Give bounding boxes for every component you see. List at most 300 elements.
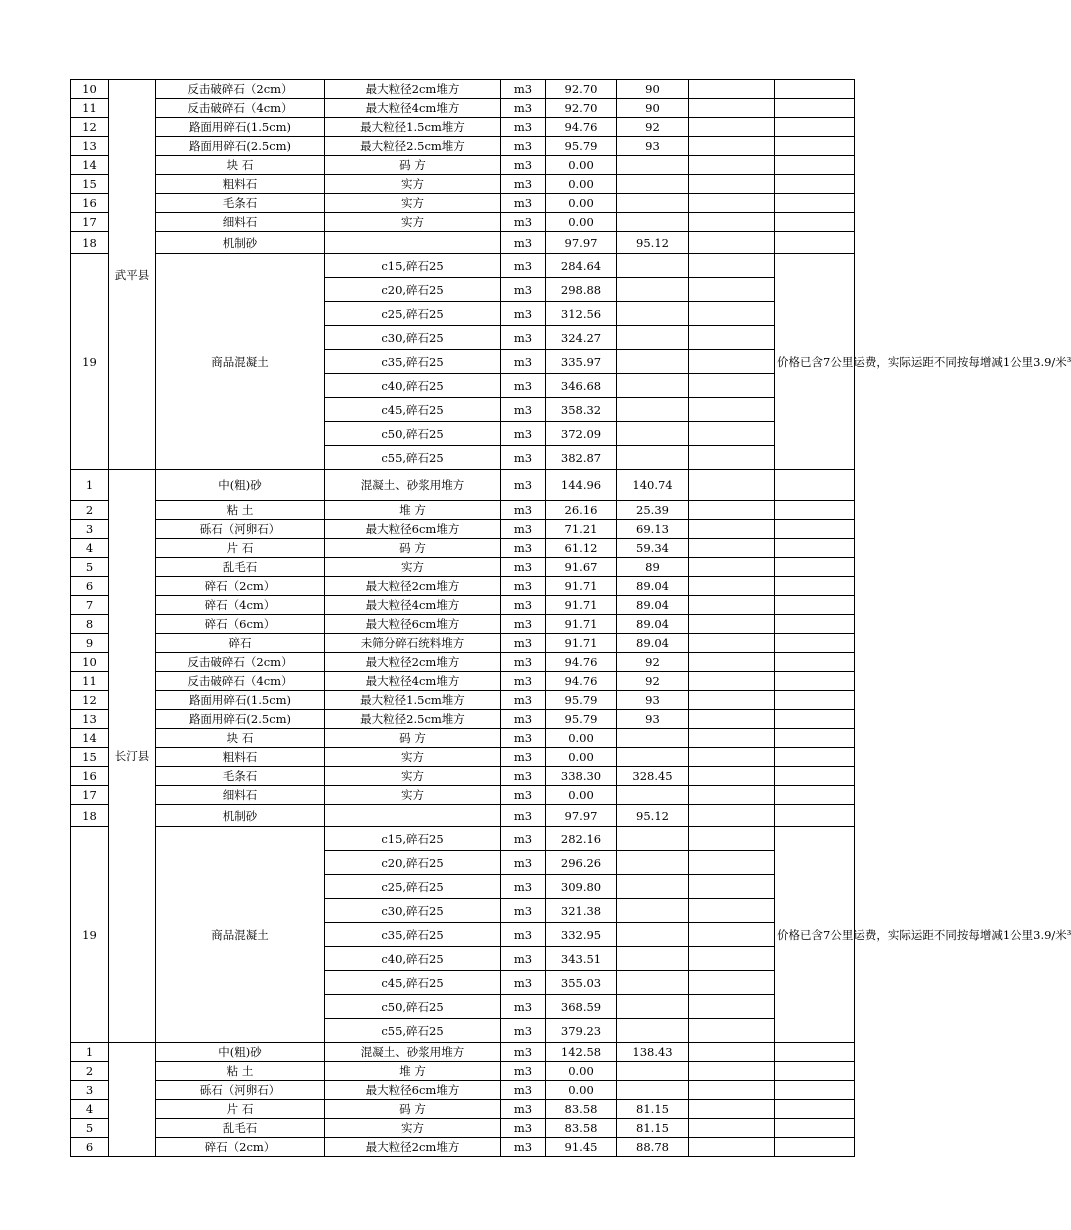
- row-number: 16: [71, 194, 109, 213]
- remark-cell: [775, 615, 855, 634]
- price-excl-cell: [617, 827, 689, 851]
- unit-cell: m3: [501, 653, 546, 672]
- unit-cell: m3: [501, 1019, 546, 1043]
- table-row: [71, 634, 855, 653]
- unit-cell: m3: [501, 634, 546, 653]
- remark-cell: [775, 501, 855, 520]
- row-number: 12: [71, 691, 109, 710]
- price-cell: 94.76: [546, 118, 617, 137]
- extra-cell: [689, 947, 775, 971]
- material-spec: 码 方: [325, 1100, 501, 1119]
- row-number: 4: [71, 539, 109, 558]
- unit-cell: m3: [501, 175, 546, 194]
- price-cell: 312.56: [546, 302, 617, 326]
- remark-cell: [775, 232, 855, 254]
- unit-cell: m3: [501, 615, 546, 634]
- table-row: [71, 729, 855, 748]
- extra-cell: [689, 1081, 775, 1100]
- unit-cell: m3: [501, 213, 546, 232]
- price-excl-cell: [617, 213, 689, 232]
- price-cell: 0.00: [546, 213, 617, 232]
- price-cell: 97.97: [546, 805, 617, 827]
- price-excl-cell: [617, 947, 689, 971]
- table-row: [71, 1138, 855, 1157]
- price-excl-cell: 25.39: [617, 501, 689, 520]
- price-cell: 282.16: [546, 827, 617, 851]
- row-number: 12: [71, 118, 109, 137]
- extra-cell: [689, 1019, 775, 1043]
- table-row: [71, 137, 855, 156]
- row-number: 17: [71, 786, 109, 805]
- extra-cell: [689, 520, 775, 539]
- unit-cell: m3: [501, 156, 546, 175]
- material-spec: c20,碎石25: [325, 278, 501, 302]
- price-cell: 0.00: [546, 1081, 617, 1100]
- material-name: 粘 土: [156, 1062, 325, 1081]
- extra-cell: [689, 470, 775, 501]
- price-excl-cell: 89.04: [617, 615, 689, 634]
- price-excl-cell: 92: [617, 118, 689, 137]
- price-cell: 321.38: [546, 899, 617, 923]
- price-cell: 309.80: [546, 875, 617, 899]
- material-spec: c25,碎石25: [325, 302, 501, 326]
- unit-cell: m3: [501, 398, 546, 422]
- price-cell: 346.68: [546, 374, 617, 398]
- row-number: 10: [71, 653, 109, 672]
- price-excl-cell: 92: [617, 653, 689, 672]
- extra-cell: [689, 374, 775, 398]
- unit-cell: m3: [501, 326, 546, 350]
- note-cell: 价格已含7公里运费，实际运距不同按每增减1公里3.9/米³: [775, 254, 855, 470]
- row-number: 5: [71, 1119, 109, 1138]
- price-excl-cell: 95.12: [617, 805, 689, 827]
- price-excl-cell: [617, 875, 689, 899]
- material-name: 片 石: [156, 1100, 325, 1119]
- material-name: 砾石（河卵石）: [156, 520, 325, 539]
- row-number: 17: [71, 213, 109, 232]
- material-spec: 最大粒径2cm堆方: [325, 577, 501, 596]
- material-spec: c35,碎石25: [325, 350, 501, 374]
- material-spec: c45,碎石25: [325, 971, 501, 995]
- price-cell: 368.59: [546, 995, 617, 1019]
- material-spec: 混凝土、砂浆用堆方: [325, 470, 501, 501]
- material-spec: 未筛分碎石统料堆方: [325, 634, 501, 653]
- material-name: 细料石: [156, 213, 325, 232]
- extra-cell: [689, 875, 775, 899]
- material-spec: 实方: [325, 748, 501, 767]
- extra-cell: [689, 805, 775, 827]
- price-excl-cell: [617, 156, 689, 175]
- price-excl-cell: [617, 302, 689, 326]
- material-name: 粘 土: [156, 501, 325, 520]
- price-table-body: [71, 80, 1071, 1157]
- extra-cell: [689, 767, 775, 786]
- price-cell: 95.79: [546, 710, 617, 729]
- price-excl-cell: [617, 194, 689, 213]
- price-excl-cell: 328.45: [617, 767, 689, 786]
- unit-cell: m3: [501, 805, 546, 827]
- material-spec: 实方: [325, 786, 501, 805]
- price-cell: 91.71: [546, 615, 617, 634]
- row-number: 16: [71, 767, 109, 786]
- unit-cell: m3: [501, 1119, 546, 1138]
- row-number: 19: [71, 827, 109, 1043]
- unit-cell: m3: [501, 875, 546, 899]
- price-excl-cell: 81.15: [617, 1119, 689, 1138]
- price-cell: 379.23: [546, 1019, 617, 1043]
- extra-cell: [689, 254, 775, 278]
- price-excl-cell: 89.04: [617, 634, 689, 653]
- unit-cell: m3: [501, 1100, 546, 1119]
- price-cell: 26.16: [546, 501, 617, 520]
- price-excl-cell: [617, 326, 689, 350]
- material-spec: 码 方: [325, 539, 501, 558]
- row-number: 9: [71, 634, 109, 653]
- extra-cell: [689, 923, 775, 947]
- material-spec: 最大粒径4cm堆方: [325, 99, 501, 118]
- material-spec: 实方: [325, 194, 501, 213]
- extra-cell: [689, 786, 775, 805]
- price-excl-cell: 89.04: [617, 596, 689, 615]
- table-row: [71, 748, 855, 767]
- price-cell: 284.64: [546, 254, 617, 278]
- unit-cell: m3: [501, 851, 546, 875]
- unit-cell: m3: [501, 767, 546, 786]
- material-spec: 最大粒径2.5cm堆方: [325, 137, 501, 156]
- extra-cell: [689, 672, 775, 691]
- remark-cell: [775, 653, 855, 672]
- price-cell: 71.21: [546, 520, 617, 539]
- price-cell: 144.96: [546, 470, 617, 501]
- material-name: 乱毛石: [156, 558, 325, 577]
- table-row: [71, 710, 855, 729]
- row-number: 2: [71, 501, 109, 520]
- table-row: [71, 539, 855, 558]
- material-spec: c50,碎石25: [325, 422, 501, 446]
- price-excl-cell: [617, 786, 689, 805]
- row-number: 13: [71, 710, 109, 729]
- remark-cell: [775, 786, 855, 805]
- unit-cell: m3: [501, 278, 546, 302]
- material-spec: 最大粒径2cm堆方: [325, 653, 501, 672]
- unit-cell: m3: [501, 194, 546, 213]
- table-row: [71, 1100, 855, 1119]
- remark-cell: [775, 1043, 855, 1062]
- price-cell: 335.97: [546, 350, 617, 374]
- row-number: 4: [71, 1100, 109, 1119]
- material-spec: c15,碎石25: [325, 254, 501, 278]
- material-name: 碎石: [156, 634, 325, 653]
- row-number: 15: [71, 748, 109, 767]
- material-spec: 最大粒径1.5cm堆方: [325, 691, 501, 710]
- material-name: 毛条石: [156, 194, 325, 213]
- extra-cell: [689, 422, 775, 446]
- extra-cell: [689, 653, 775, 672]
- price-cell: 91.45: [546, 1138, 617, 1157]
- price-excl-cell: [617, 748, 689, 767]
- remark-cell: [775, 1119, 855, 1138]
- extra-cell: [689, 1062, 775, 1081]
- extra-cell: [689, 710, 775, 729]
- price-cell: 91.71: [546, 634, 617, 653]
- extra-cell: [689, 1043, 775, 1062]
- price-excl-cell: [617, 398, 689, 422]
- row-number: 1: [71, 1043, 109, 1062]
- price-cell: 0.00: [546, 1062, 617, 1081]
- table-row: [71, 653, 855, 672]
- price-excl-cell: 93: [617, 691, 689, 710]
- material-name: 反击破碎石（2cm）: [156, 653, 325, 672]
- price-cell: 332.95: [546, 923, 617, 947]
- table-row: [71, 1043, 855, 1062]
- unit-cell: m3: [501, 558, 546, 577]
- price-excl-cell: 59.34: [617, 539, 689, 558]
- material-spec: 堆 方: [325, 501, 501, 520]
- table-row: [71, 691, 855, 710]
- extra-cell: [689, 539, 775, 558]
- extra-cell: [689, 194, 775, 213]
- material-name: 细料石: [156, 786, 325, 805]
- material-name: 路面用碎石(1.5cm): [156, 691, 325, 710]
- extra-cell: [689, 278, 775, 302]
- price-excl-cell: 93: [617, 710, 689, 729]
- material-name: 碎石（2cm）: [156, 1138, 325, 1157]
- remark-cell: [775, 194, 855, 213]
- remark-cell: [775, 596, 855, 615]
- price-excl-cell: [617, 1019, 689, 1043]
- material-name: 路面用碎石(2.5cm): [156, 710, 325, 729]
- unit-cell: m3: [501, 923, 546, 947]
- row-number: 6: [71, 577, 109, 596]
- material-name: 毛条石: [156, 767, 325, 786]
- material-spec: c30,碎石25: [325, 899, 501, 923]
- material-spec: c40,碎石25: [325, 374, 501, 398]
- row-number: 11: [71, 99, 109, 118]
- remark-cell: [775, 558, 855, 577]
- price-cell: 83.58: [546, 1119, 617, 1138]
- material-spec: 最大粒径2cm堆方: [325, 1138, 501, 1157]
- extra-cell: [689, 899, 775, 923]
- remark-cell: [775, 137, 855, 156]
- price-cell: 358.32: [546, 398, 617, 422]
- material-spec: 最大粒径2.5cm堆方: [325, 710, 501, 729]
- unit-cell: m3: [501, 99, 546, 118]
- table-row: [71, 156, 855, 175]
- price-cell: 324.27: [546, 326, 617, 350]
- table-row: [71, 175, 855, 194]
- material-spec: 最大粒径4cm堆方: [325, 672, 501, 691]
- price-excl-cell: 69.13: [617, 520, 689, 539]
- material-name: 商品混凝土: [156, 827, 325, 1043]
- remark-cell: [775, 175, 855, 194]
- county-cell: [109, 1043, 156, 1157]
- table-row: [71, 577, 855, 596]
- extra-cell: [689, 118, 775, 137]
- row-number: 15: [71, 175, 109, 194]
- remark-cell: [775, 577, 855, 596]
- remark-cell: [775, 156, 855, 175]
- unit-cell: m3: [501, 786, 546, 805]
- material-name: 机制砂: [156, 232, 325, 254]
- extra-cell: [689, 1138, 775, 1157]
- table-row: [71, 827, 855, 851]
- extra-cell: [689, 691, 775, 710]
- material-spec: 实方: [325, 1119, 501, 1138]
- price-cell: 97.97: [546, 232, 617, 254]
- extra-cell: [689, 1100, 775, 1119]
- price-excl-cell: 88.78: [617, 1138, 689, 1157]
- price-excl-cell: 90: [617, 80, 689, 99]
- material-spec: 实方: [325, 175, 501, 194]
- remark-cell: [775, 1100, 855, 1119]
- material-spec: 最大粒径1.5cm堆方: [325, 118, 501, 137]
- unit-cell: m3: [501, 350, 546, 374]
- unit-cell: m3: [501, 947, 546, 971]
- material-spec: 最大粒径6cm堆方: [325, 520, 501, 539]
- table-row: [71, 470, 855, 501]
- remark-cell: [775, 710, 855, 729]
- row-number: 13: [71, 137, 109, 156]
- extra-cell: [689, 971, 775, 995]
- price-excl-cell: [617, 422, 689, 446]
- price-excl-cell: [617, 971, 689, 995]
- extra-cell: [689, 634, 775, 653]
- price-cell: 91.71: [546, 596, 617, 615]
- price-excl-cell: [617, 1081, 689, 1100]
- price-cell: 355.03: [546, 971, 617, 995]
- price-excl-cell: 95.12: [617, 232, 689, 254]
- remark-cell: [775, 767, 855, 786]
- table-row: [71, 99, 855, 118]
- price-cell: 94.76: [546, 672, 617, 691]
- material-name: 中(粗)砂: [156, 1043, 325, 1062]
- price-excl-cell: [617, 851, 689, 875]
- unit-cell: m3: [501, 539, 546, 558]
- material-spec: c55,碎石25: [325, 446, 501, 470]
- extra-cell: [689, 729, 775, 748]
- material-name: 粗料石: [156, 175, 325, 194]
- table-row: [71, 615, 855, 634]
- price-excl-cell: 90: [617, 99, 689, 118]
- row-number: 5: [71, 558, 109, 577]
- unit-cell: m3: [501, 470, 546, 501]
- material-spec: c30,碎石25: [325, 326, 501, 350]
- price-cell: 83.58: [546, 1100, 617, 1119]
- unit-cell: m3: [501, 137, 546, 156]
- material-name: 路面用碎石(2.5cm): [156, 137, 325, 156]
- price-excl-cell: 89: [617, 558, 689, 577]
- row-number: 18: [71, 805, 109, 827]
- unit-cell: m3: [501, 232, 546, 254]
- extra-cell: [689, 596, 775, 615]
- price-excl-cell: [617, 254, 689, 278]
- price-cell: 95.79: [546, 137, 617, 156]
- remark-cell: [775, 672, 855, 691]
- material-name: 反击破碎石（4cm）: [156, 99, 325, 118]
- material-spec: 最大粒径4cm堆方: [325, 596, 501, 615]
- table-row: [71, 1081, 855, 1100]
- material-name: 粗料石: [156, 748, 325, 767]
- price-cell: 0.00: [546, 748, 617, 767]
- unit-cell: m3: [501, 672, 546, 691]
- table-row: [71, 786, 855, 805]
- unit-cell: m3: [501, 446, 546, 470]
- material-spec: 最大粒径6cm堆方: [325, 615, 501, 634]
- material-name: 反击破碎石（4cm）: [156, 672, 325, 691]
- material-spec: c50,碎石25: [325, 995, 501, 1019]
- unit-cell: m3: [501, 995, 546, 1019]
- price-excl-cell: [617, 278, 689, 302]
- material-name: 块 石: [156, 156, 325, 175]
- material-spec: c20,碎石25: [325, 851, 501, 875]
- unit-cell: m3: [501, 254, 546, 278]
- unit-cell: m3: [501, 1043, 546, 1062]
- unit-cell: m3: [501, 374, 546, 398]
- remark-cell: [775, 213, 855, 232]
- material-name: 碎石（2cm）: [156, 577, 325, 596]
- row-number: 14: [71, 156, 109, 175]
- extra-cell: [689, 748, 775, 767]
- price-cell: 92.70: [546, 80, 617, 99]
- remark-cell: [775, 634, 855, 653]
- row-number: 2: [71, 1062, 109, 1081]
- material-spec: c40,碎石25: [325, 947, 501, 971]
- extra-cell: [689, 995, 775, 1019]
- material-name: 片 石: [156, 539, 325, 558]
- price-cell: 142.58: [546, 1043, 617, 1062]
- price-excl-cell: 92: [617, 672, 689, 691]
- county-cell: 武平县: [109, 80, 156, 470]
- price-cell: 95.79: [546, 691, 617, 710]
- extra-cell: [689, 398, 775, 422]
- extra-cell: [689, 1119, 775, 1138]
- table-row: [71, 232, 855, 254]
- price-cell: 382.87: [546, 446, 617, 470]
- remark-cell: [775, 805, 855, 827]
- remark-cell: [775, 470, 855, 501]
- extra-cell: [689, 80, 775, 99]
- price-cell: 94.76: [546, 653, 617, 672]
- material-name: 反击破碎石（2cm）: [156, 80, 325, 99]
- table-row: [71, 501, 855, 520]
- table-row: [71, 80, 855, 99]
- extra-cell: [689, 232, 775, 254]
- price-excl-cell: 138.43: [617, 1043, 689, 1062]
- price-excl-cell: 140.74: [617, 470, 689, 501]
- row-number: 6: [71, 1138, 109, 1157]
- row-number: 1: [71, 470, 109, 501]
- price-excl-cell: 89.04: [617, 577, 689, 596]
- unit-cell: m3: [501, 422, 546, 446]
- remark-cell: [775, 748, 855, 767]
- price-cell: 61.12: [546, 539, 617, 558]
- unit-cell: m3: [501, 710, 546, 729]
- row-number: 19: [71, 254, 109, 470]
- material-spec: c35,碎石25: [325, 923, 501, 947]
- price-cell: 338.30: [546, 767, 617, 786]
- material-name: 块 石: [156, 729, 325, 748]
- unit-cell: m3: [501, 520, 546, 539]
- row-number: 7: [71, 596, 109, 615]
- remark-cell: [775, 99, 855, 118]
- extra-cell: [689, 558, 775, 577]
- unit-cell: m3: [501, 729, 546, 748]
- remark-cell: [775, 539, 855, 558]
- price-cell: 296.26: [546, 851, 617, 875]
- remark-cell: [775, 80, 855, 99]
- extra-cell: [689, 577, 775, 596]
- note-cell: 价格已含7公里运费，实际运距不同按每增减1公里3.9/米³: [775, 827, 855, 1043]
